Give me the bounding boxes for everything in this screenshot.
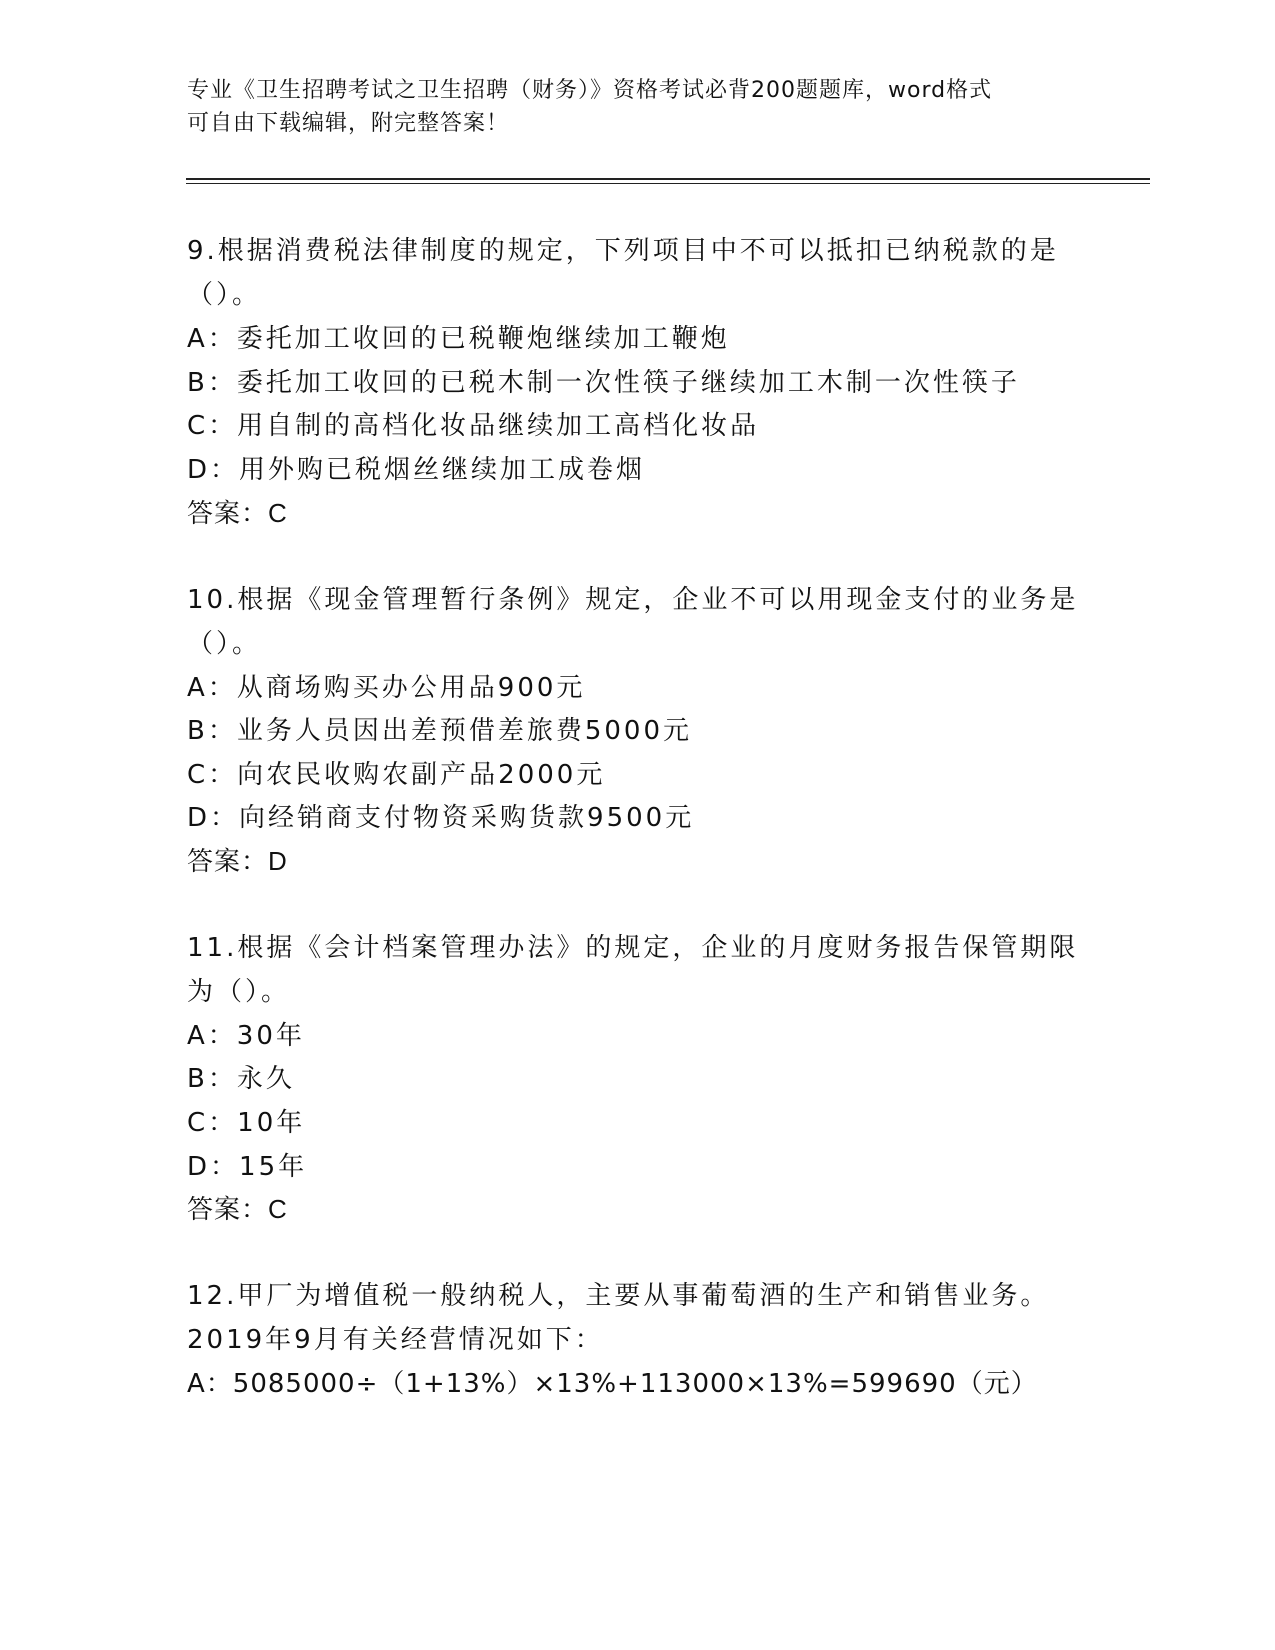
question-stem-continued: 2019年9月有关经营情况如下： [187,1325,604,1355]
option-d: D：用外购已税烟丝继续加工成卷烟 [187,455,646,485]
answer: 答案：C [187,1194,288,1224]
option-a: A：委托加工收回的已税鞭炮继续加工鞭炮 [187,324,730,354]
option-a: A：5085000÷（1+13%）×13%+113000×13%=599690（元） [187,1369,1038,1399]
question-stem-continued: （）。 [187,280,262,310]
option-a: A：从商场购买办公用品900元 [187,673,586,703]
option-c: C：用自制的高档化妆品继续加工高档化妆品 [187,411,760,441]
option-d: D：向经销商支付物资采购货款9500元 [187,803,695,833]
question-stem: 11.根据《会计档案管理办法》的规定，企业的月度财务报告保管期限 [187,933,1079,963]
question-stem-continued: （）。 [187,629,262,659]
document-header [187,74,1087,140]
option-b: B：永久 [187,1064,295,1094]
answer: 答案：D [187,846,288,876]
option-b: B：委托加工收回的已税木制一次性筷子继续加工木制一次性筷子 [187,368,1020,398]
header-title-line-1: 专业《卫生招聘考试之卫生招聘（财务）》资格考试必背200题题库，word格式 [187,78,993,103]
option-c: C：10年 [187,1108,306,1138]
answer: 答案：C [187,498,288,528]
header-divider-thin [186,183,1150,184]
question-stem: 9.根据消费税法律制度的规定，下列项目中不可以抵扣已纳税款的是 [187,236,1059,266]
header-divider-thick [186,178,1150,180]
option-b: B：业务人员因出差预借差旅费5000元 [187,716,693,746]
option-c: C：向农民收购农副产品2000元 [187,760,606,790]
header-title-line-2: 可自由下载编辑，附完整答案！ [187,111,510,136]
option-a: A：30年 [187,1021,305,1051]
question-stem: 12.甲厂为增值税一般纳税人，主要从事葡萄酒的生产和销售业务。 [187,1281,1050,1311]
question-stem-continued: 为（）。 [187,977,291,1007]
question-stem: 10.根据《现金管理暂行条例》规定，企业不可以用现金支付的业务是 [187,585,1079,615]
option-d: D：15年 [187,1152,308,1182]
